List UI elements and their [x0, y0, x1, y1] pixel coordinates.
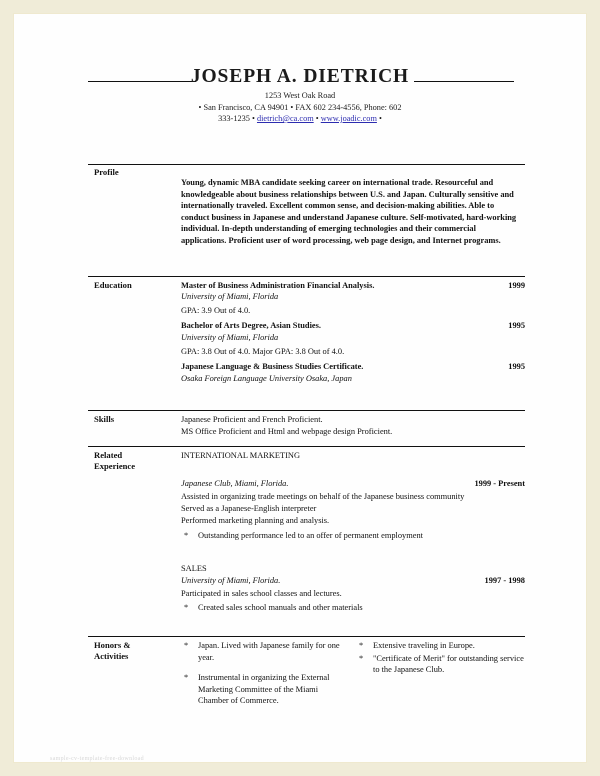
- honors-left-column: [181, 640, 346, 707]
- bullet-icon: *: [184, 641, 189, 650]
- email-link[interactable]: dietrich@ca.com: [256, 114, 314, 123]
- education-degree-1: Master of Business Administration Financial Analysis.: [181, 281, 375, 290]
- experience-line-1b: Served as a Japanese-English interpreter: [181, 504, 317, 513]
- experience-job-title-2: SALES: [181, 564, 207, 573]
- experience-divider: [88, 446, 525, 447]
- honors-right-column: [356, 640, 526, 676]
- resume-header: [14, 66, 586, 125]
- document-page: [14, 14, 586, 762]
- website-link[interactable]: www.joadic.com: [320, 114, 377, 123]
- honors-right-item-1-text: Extensive traveling in Europe.: [373, 641, 475, 650]
- experience-employer-1: Japanese Club, Miami, Florida.: [181, 479, 289, 488]
- honors-right-item-2-text: "Certificate of Merit" for outstanding service to the Japanese Club.: [373, 653, 524, 675]
- education-year-3: 1995: [508, 362, 525, 371]
- city-phone-line: • San Francisco, CA 94901 • FAX 602 234-4556, Phone: 602: [198, 102, 402, 112]
- honors-left-item-2: [181, 672, 346, 707]
- education-school-3: Osaka Foreign Language University Osaka, Japan: [181, 374, 352, 383]
- section-label-skills: Skills: [94, 414, 115, 424]
- experience-heading: INTERNATIONAL MARKETING: [181, 451, 301, 460]
- resume-sheet: [14, 14, 586, 762]
- experience-dates-1: 1999 - Present: [474, 479, 525, 488]
- education-degree-3: Japanese Language & Business Studies Certificate.: [181, 362, 364, 371]
- separator-dot: •: [313, 114, 321, 123]
- section-label-honors-line2: Activities: [94, 651, 129, 661]
- education-year-2: 1995: [508, 321, 525, 330]
- section-label-education: Education: [94, 280, 132, 290]
- street-address: 1253 West Oak Road: [264, 91, 336, 100]
- honors-left-item-1: [181, 640, 346, 663]
- phone-continuation: 333-1235 •: [218, 114, 257, 123]
- education-school-2: University of Miami, Florida: [181, 333, 279, 342]
- experience-bullet-1: [181, 530, 526, 542]
- honors-left-item-1-text: Japan. Lived with Japanese family for one year.: [198, 641, 340, 662]
- education-detail-2: GPA: 3.8 Out of 4.0. Major GPA: 3.8 Out of 4.0.: [181, 347, 345, 356]
- email-website-line: [14, 113, 586, 125]
- experience-bullet-2-text: Created sales school manuals and other materials: [198, 603, 363, 612]
- bullet-icon: *: [184, 673, 189, 683]
- experience-line-1c: Performed marketing planning and analysis.: [181, 516, 330, 525]
- education-divider: [88, 276, 525, 277]
- bullet-icon: *: [359, 653, 364, 663]
- experience-dates-2: 1997 - 1998: [484, 576, 525, 585]
- experience-bullet-1-text: Outstanding performance led to an offer of permanent employment: [198, 531, 423, 540]
- profile-divider: [88, 164, 525, 165]
- honors-left-item-2-text: Instrumental in organizing the External Marketing Committee of the Miami Chamber of Commerce.: [198, 673, 330, 706]
- experience-bullet-2: [181, 602, 526, 614]
- education-year-1: 1999: [508, 281, 525, 290]
- section-label-experience-line1: Related: [94, 450, 123, 460]
- skills-divider: [88, 410, 525, 411]
- bullet-icon: *: [184, 531, 189, 540]
- bullet-icon: *: [184, 603, 189, 612]
- candidate-name: JOSEPH A. DIETRICH: [190, 66, 410, 87]
- skills-line-2: MS Office Proficient and Html and webpage design Proficient.: [181, 427, 393, 436]
- honors-divider: [88, 636, 525, 637]
- trailing-dot: •: [376, 114, 382, 123]
- skills-line-1: Japanese Proficient and French Proficient.: [181, 415, 323, 424]
- education-detail-1: GPA: 3.9 Out of 4.0.: [181, 306, 251, 315]
- section-label-profile: Profile: [94, 167, 119, 177]
- experience-employer-2: University of Miami, Florida.: [181, 576, 281, 585]
- experience-line-2a: Participated in sales school classes and lectures.: [181, 589, 342, 598]
- education-degree-2: Bachelor of Arts Degree, Asian Studies.: [181, 321, 321, 330]
- profile-text: Young, dynamic MBA candidate seeking career on international trade. Resourceful and knowledgeable about business relationships between U.S. and Japan. Culturally sensitive and internationally traveled. Excellent common sense, and decision-making abilities. Able to conduct business in Japanese and understand Japanese culture. Self-motivated, hard-working individual. In-depth understanding of emerging technologies and their commercial applications. Proficient user of word processing, web page design, and Internet programs.: [181, 178, 517, 245]
- education-school-1: University of Miami, Florida: [181, 292, 279, 301]
- section-label-experience-line2: Experience: [94, 461, 136, 471]
- bullet-icon: *: [359, 641, 364, 650]
- watermark-text: sample-cv-template-free-download: [50, 756, 144, 762]
- section-label-honors-line1: Honors &: [94, 640, 131, 650]
- honors-right-item-2: [356, 653, 526, 676]
- experience-line-1a: Assisted in organizing trade meetings on behalf of the Japanese business community: [181, 492, 465, 501]
- honors-right-item-1: [356, 640, 526, 652]
